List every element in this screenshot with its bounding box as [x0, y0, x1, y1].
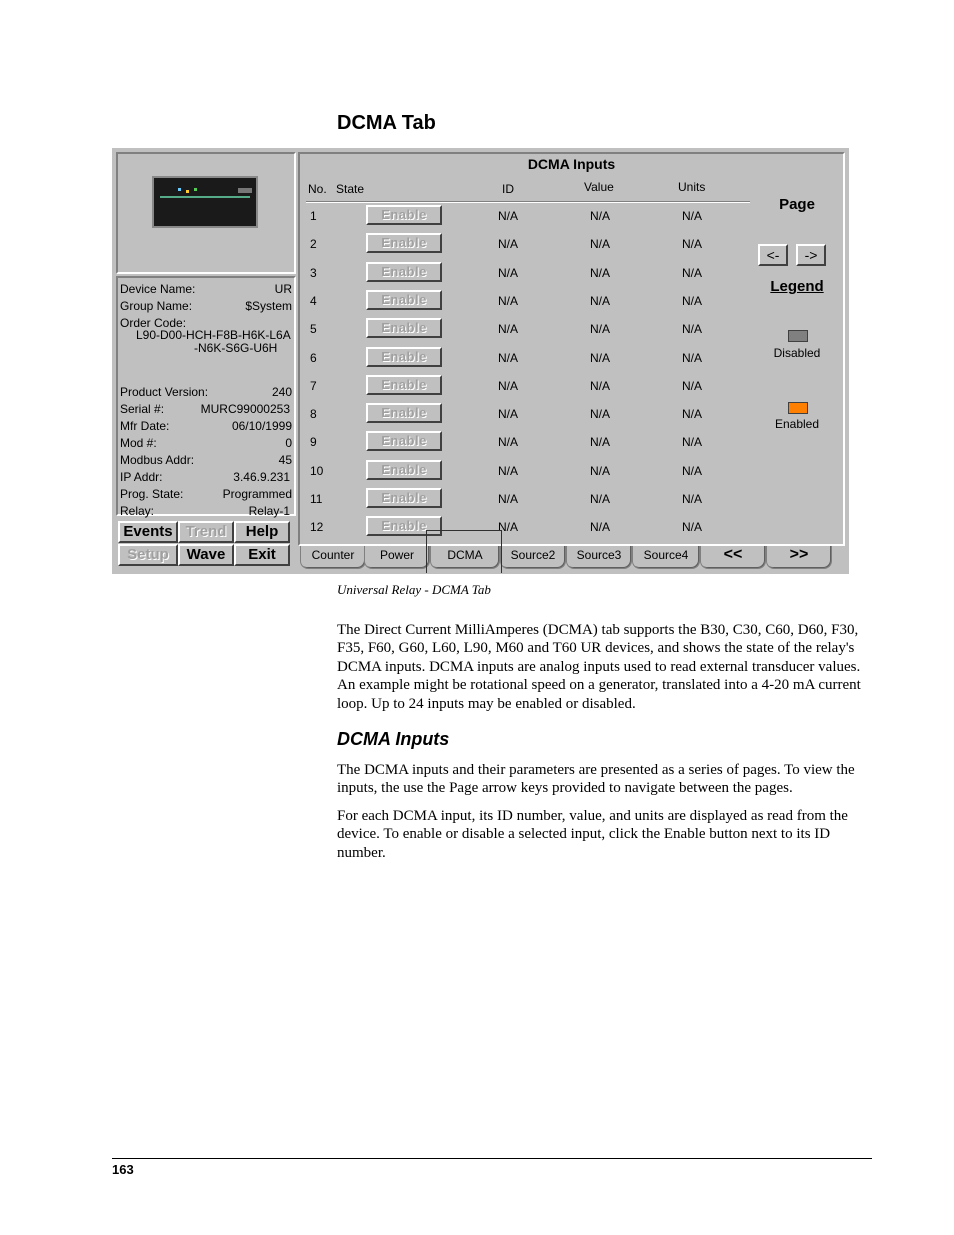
order-code-line: -N6K-S6G-U6H	[194, 341, 278, 355]
device-info-row	[120, 419, 292, 435]
row-number: 6	[310, 350, 317, 365]
page-number: 163	[112, 1162, 134, 1177]
wave-button[interactable]: Wave	[178, 544, 234, 566]
input-value: N/A	[590, 265, 611, 280]
input-units: N/A	[682, 407, 703, 422]
input-id: N/A	[498, 492, 519, 506]
paragraph-pages: The DCMA inputs and their parameters are presented as a series of pages. To view the inputs, the use the Page arrow keys provided to navigate between the pages.	[337, 762, 855, 797]
device-info-value: 0	[285, 436, 292, 450]
device-info-row	[120, 504, 292, 520]
intro-paragraph: The Direct Current MilliAmperes (DCMA) tab supports the B30, C30, C60, D60, F30, F35, F60, G60, L60, L90, M60 and T60 UR devices, and shows the state of the relay's DCMA inputs. DCMA inputs are analog inputs used to read external transducer values. An example might be rotational speed on a generator, translated into a 4-20 mA current loop. Up to 24 inputs may be enabled or disabled.	[337, 622, 861, 712]
input-id: N/A	[498, 435, 519, 450]
dcma-inputs-table	[306, 174, 750, 544]
device-info-label: Mod #:	[120, 436, 157, 450]
input-value: N/A	[590, 378, 611, 393]
help-button[interactable]: Help	[234, 521, 290, 543]
device-info-value: Programmed	[222, 487, 292, 501]
input-units: N/A	[682, 435, 703, 450]
col-header-units: Units	[678, 180, 706, 194]
tab-bar	[298, 546, 845, 572]
section-title: DCMA Tab	[337, 112, 436, 134]
device-info-value: 3.46.9.231	[233, 470, 290, 484]
row-number: 3	[310, 265, 317, 280]
table-row	[306, 514, 746, 540]
dcma-screenshot	[112, 148, 849, 574]
trend-button[interactable]: Trend	[178, 521, 234, 543]
device-info-value: 240	[271, 385, 292, 399]
input-units: N/A	[682, 378, 703, 393]
enable-button[interactable]: Enable	[366, 431, 442, 451]
legend-enabled-label: Enabled	[774, 417, 820, 431]
device-info-row	[120, 453, 292, 469]
enable-button[interactable]: Enable	[366, 205, 442, 225]
enable-button[interactable]: Enable	[366, 375, 442, 395]
row-number: 12	[310, 520, 324, 535]
enable-button[interactable]: Enable	[366, 516, 442, 536]
device-info-value: MURC99000253	[200, 402, 290, 416]
relay-device-image	[152, 176, 258, 228]
table-row	[306, 401, 746, 427]
input-id: N/A	[498, 378, 519, 393]
input-id: N/A	[498, 265, 519, 280]
input-value: N/A	[590, 435, 611, 450]
tab-source4[interactable]: Source4	[632, 546, 700, 569]
events-button[interactable]: Events	[118, 521, 178, 543]
tab-dcma[interactable]: DCMA	[430, 546, 500, 569]
input-units: N/A	[682, 463, 703, 478]
tab-source3[interactable]: Source3	[566, 546, 632, 569]
device-info-label: IP Addr:	[120, 470, 163, 484]
input-value: N/A	[590, 209, 611, 223]
table-row	[306, 345, 746, 371]
row-number: 7	[310, 378, 317, 393]
row-number: 5	[310, 322, 317, 337]
input-value: N/A	[590, 520, 611, 535]
input-id: N/A	[498, 293, 519, 308]
device-info-value: UR	[274, 282, 292, 296]
enable-button[interactable]: Enable	[366, 403, 442, 423]
enable-button[interactable]: Enable	[366, 460, 442, 480]
table-row	[306, 458, 746, 484]
enable-button[interactable]: Enable	[366, 290, 442, 310]
legend-label: Legend	[770, 278, 824, 295]
device-info-row	[120, 282, 292, 298]
device-info-label: Order Code:	[120, 316, 187, 330]
exit-button[interactable]: Exit	[234, 544, 290, 566]
input-id: N/A	[498, 520, 519, 535]
disabled-swatch	[788, 330, 808, 342]
device-info-label: Prog. State:	[120, 487, 184, 501]
dcma-inputs-heading: DCMA Inputs	[337, 729, 450, 749]
device-info-row	[120, 436, 292, 452]
device-info-label: Modbus Addr:	[120, 453, 195, 467]
device-info-value: 45	[278, 453, 292, 467]
col-header-id: ID	[502, 182, 514, 196]
device-info-value: 06/10/1999	[231, 419, 292, 433]
next-page-button[interactable]	[796, 244, 826, 266]
dcma-panel-title: DCMA Inputs	[527, 156, 616, 172]
device-info-label: Mfr Date:	[120, 419, 170, 433]
table-row	[306, 429, 746, 455]
row-number: 2	[310, 237, 317, 252]
enabled-swatch	[788, 402, 808, 414]
input-units: N/A	[682, 209, 703, 223]
device-info-value: $System	[245, 299, 292, 313]
dcma-main-panel	[298, 152, 845, 546]
input-value: N/A	[590, 463, 611, 478]
input-units: N/A	[682, 350, 703, 365]
paragraph-enable: For each DCMA input, its ID number, value, and units are displayed as read from the device. To enable or disable a selected input, click the Enable button next to its ID number.	[337, 808, 848, 861]
device-info-label: Device Name:	[120, 282, 196, 296]
enable-button[interactable]: Enable	[366, 233, 442, 253]
table-row	[306, 231, 746, 257]
input-id: N/A	[498, 407, 519, 422]
table-row	[306, 203, 746, 229]
input-id: N/A	[498, 463, 519, 478]
arrow-right-icon: ->	[804, 247, 818, 263]
tab-source2[interactable]: Source2	[500, 546, 566, 569]
input-id: N/A	[498, 350, 519, 365]
device-info-label: Serial #:	[120, 402, 165, 416]
input-value: N/A	[590, 293, 611, 308]
input-value: N/A	[590, 407, 611, 422]
input-units: N/A	[682, 237, 703, 252]
enable-button[interactable]: Enable	[366, 347, 442, 367]
input-value: N/A	[590, 492, 611, 506]
device-info-label: Group Name:	[120, 299, 193, 313]
input-id: N/A	[498, 237, 519, 252]
device-info-row	[120, 487, 292, 503]
enable-button[interactable]: Enable	[366, 262, 442, 282]
figure-caption: Universal Relay - DCMA Tab	[337, 582, 491, 597]
input-value: N/A	[590, 237, 611, 252]
footer-rule	[112, 1158, 872, 1159]
input-units: N/A	[682, 492, 703, 506]
device-info-value: Relay-1	[248, 504, 290, 518]
device-info-row	[120, 470, 292, 486]
device-info-label: Relay:	[120, 504, 155, 518]
input-id: N/A	[498, 209, 519, 223]
device-info-row	[120, 402, 292, 418]
input-units: N/A	[682, 322, 703, 337]
device-info-label: Product Version:	[120, 385, 209, 399]
active-tab-outline	[426, 530, 502, 573]
table-row	[306, 260, 746, 286]
order-code-line: L90-D00-HCH-F8B-H6K-L6A	[136, 328, 291, 342]
tab-scroll-right[interactable]: >>	[766, 546, 832, 569]
row-number: 11	[310, 492, 323, 506]
input-value: N/A	[590, 322, 611, 337]
row-number: 9	[310, 435, 317, 450]
row-number: 10	[310, 463, 324, 478]
col-header-no: No.	[308, 182, 327, 196]
setup-button[interactable]: Setup	[118, 544, 178, 566]
input-units: N/A	[682, 520, 703, 535]
page-label: Page	[779, 196, 815, 213]
enable-button[interactable]: Enable	[366, 318, 442, 338]
col-header-state: State	[336, 182, 365, 196]
arrow-left-icon: <-	[766, 247, 780, 263]
input-units: N/A	[682, 265, 703, 280]
input-id: N/A	[498, 322, 519, 337]
tab-counter[interactable]: Counter	[300, 546, 366, 569]
device-image-panel	[116, 152, 296, 274]
tab-power[interactable]: Power	[364, 546, 430, 569]
device-info-panel	[116, 276, 296, 516]
table-row	[306, 316, 746, 342]
device-info-row	[120, 385, 292, 401]
row-number: 1	[310, 209, 317, 223]
table-row	[306, 288, 746, 314]
device-info-row	[120, 299, 292, 315]
row-number: 8	[310, 407, 317, 422]
table-row	[306, 373, 746, 399]
tab-scroll-left[interactable]: <<	[700, 546, 766, 569]
input-value: N/A	[590, 350, 611, 365]
col-header-value: Value	[584, 180, 614, 194]
input-units: N/A	[682, 293, 703, 308]
legend-disabled-label: Disabled	[773, 346, 821, 360]
table-row	[306, 486, 746, 512]
enable-button[interactable]: Enable	[366, 488, 442, 508]
page-legend-panel	[752, 174, 842, 544]
row-number: 4	[310, 293, 317, 308]
prev-page-button[interactable]	[758, 244, 788, 266]
